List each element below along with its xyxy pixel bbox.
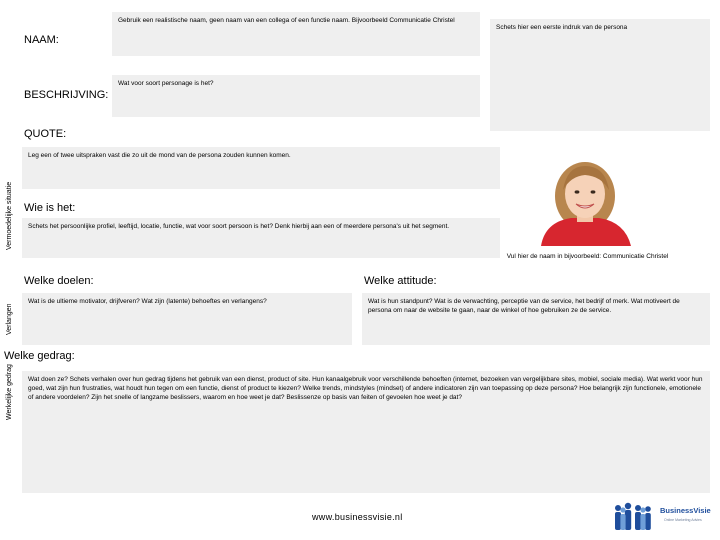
footer-url[interactable]: www.businessvisie.nl <box>312 512 403 522</box>
beschrijving-label: BESCHRIJVING: <box>24 89 109 101</box>
naam-field[interactable]: Gebruik een realistische naam, geen naam van een collega of een functie naam. Bijvoorbeeld Communicatie Christel <box>112 12 480 56</box>
logo-figures-icon <box>608 498 718 534</box>
wie-label: Wie is het: <box>24 202 76 214</box>
gedrag-label: Welke gedrag: <box>4 350 75 362</box>
logo-tagline: Online Marketing Advies <box>664 518 702 522</box>
persona-photo <box>527 160 644 246</box>
beschrijving-field[interactable]: Wat voor soort personage is het? <box>112 75 480 117</box>
logo-text: BusinessVisie <box>660 506 711 515</box>
side-label-vermoedelijk: Vermoedelijke situatie <box>6 181 13 250</box>
doelen-field[interactable]: Wat is de ultieme motivator, drijfveren? Wat zijn (latente) behoeftes en verlangens? <box>22 293 352 345</box>
side-label-werkelijk: Werkelijke gedrag <box>6 364 13 420</box>
side-label-verlangen: Verlangen <box>6 303 13 335</box>
naam-label: NAAM: <box>24 34 59 46</box>
doelen-label: Welke doelen: <box>24 275 94 287</box>
wie-field[interactable]: Schets het persoonlijke profiel, leeftijd, locatie, functie, wat voor soort persoon is het? Denk hierbij aan een of meerdere persona's uit het segment. <box>22 218 500 258</box>
gedrag-field[interactable]: Wat doen ze? Schets verhalen over hun gedrag tijdens het gebruik van een dienst, product of site. Hun kanaalgebruik voor verschillende behoeften (internet, bezoeken van vergelijkbare sites, mobiel, sociale media). Wat werkt voor hun goed, wat zijn hun frustraties, wat houdt hun tegen om een functie, dienst of product te kiezen? Welke trends, mindstyles (mindset) of andere indicatoren zijn van toepassing op deze persona? Hoe belangrijk zijn functionele, emotionele of andere voordelen? Zijn het snelle of langzame beslissers, waarom en hoe weet je dat? Beslissenze op basis van feiten of gevoelen hoe weet je dat? <box>22 371 710 493</box>
attitude-label: Welke attitude: <box>364 275 437 287</box>
quote-field[interactable]: Leg een of twee uitspraken vast die zo uit de mond van de persona zouden kunnen komen. <box>22 147 500 189</box>
schets-field[interactable]: Schets hier een eerste indruk van de persona <box>490 19 710 131</box>
photo-caption: Vul hier de naam in bijvoorbeeld: Communicatie Christel <box>506 253 669 260</box>
attitude-field[interactable]: Wat is hun standpunt? Wat is de verwachting, perceptie van de service, het bedrijf of merk. Wat motiveert de persona om naar de website te gaan, naar de winkel of hoe gebruiken ze de service. <box>362 293 710 345</box>
persona-photo-illustration <box>527 160 644 246</box>
businessvisie-logo <box>608 498 718 534</box>
quote-label: QUOTE: <box>24 128 67 140</box>
